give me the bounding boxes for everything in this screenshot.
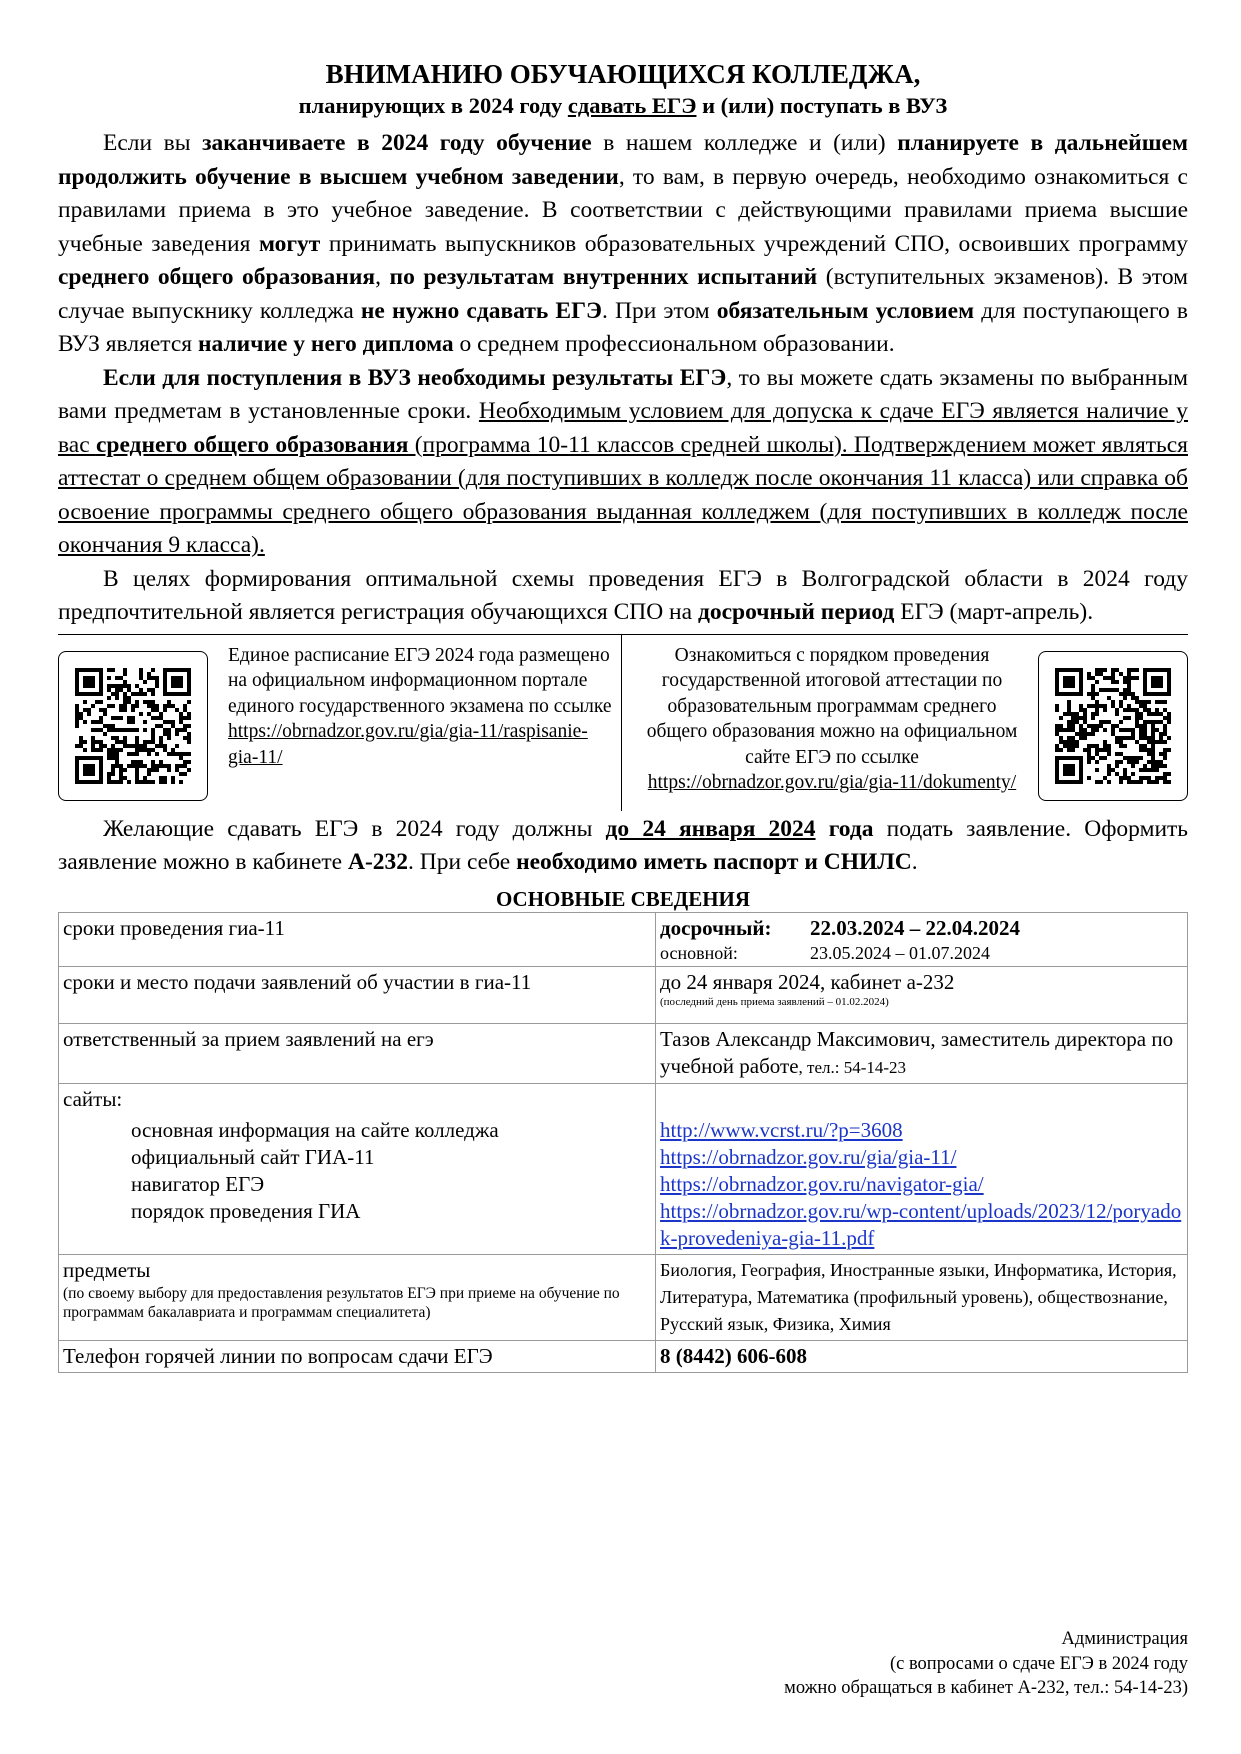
early-period (660, 915, 1183, 942)
navigator-link[interactable]: https://obrnadzor.gov.ru/navigator-gia/ (660, 1171, 984, 1196)
document-title: ВНИМАНИЮ ОБУЧАЮЩИХСЯ КОЛЛЕДЖА, (325, 59, 921, 89)
row-key: сроки и место подачи заявлений об участии в гиа-11 (59, 966, 656, 1023)
qr-cell-schedule (58, 635, 622, 811)
row-value (656, 1023, 1188, 1083)
text: Желающие сдавать ЕГЭ в 2024 году должны (103, 815, 606, 842)
subjects-label: предметы (63, 1257, 151, 1282)
bold-text: по результатам внутренних испытаний (389, 264, 818, 290)
text: Если вы (103, 130, 203, 156)
text: , то вы можете сдать экзамены по выбранным вами предметам в установленные сроки. (58, 364, 1188, 424)
subtitle-underlined: сдавать ЕГЭ (567, 93, 697, 118)
footer-line: можно обращаться в кабинет А-232, тел.: 54-14-23) (784, 1678, 1188, 1698)
paragraph-4 (58, 813, 1188, 880)
text: Ознакомиться с порядком проведения государственной итоговой аттестации по образовательным программам среднего общего образования можно на официальном сайте ЕГЭ по ссылке (646, 644, 1018, 768)
table-row (59, 1083, 1188, 1254)
qr-code-icon[interactable] (58, 651, 208, 801)
text: . При этом (602, 297, 717, 324)
paragraph-3 (58, 563, 1188, 630)
info-table (58, 912, 1188, 1373)
text: для поступающего в ВУЗ является (58, 297, 1188, 357)
site-description: основная информация на сайте колледжа (131, 1117, 499, 1142)
table-row (59, 912, 1188, 966)
footer-signature (784, 1627, 1188, 1701)
text: ЕГЭ (март-апрель). (894, 599, 1094, 625)
text: принимать выпускников образовательных учреждений СПО, освоивших программу (320, 230, 1188, 257)
row-key (59, 1083, 656, 1254)
row-value: 8 (8442) 606-608 (656, 1340, 1188, 1372)
document-subtitle (58, 91, 1188, 121)
bold-text: необходимо иметь паспорт и СНИЛС (516, 849, 912, 875)
qr-code-icon[interactable] (1038, 651, 1188, 801)
row-key (59, 1254, 656, 1340)
subtitle-part: и (или) поступать в ВУЗ (696, 93, 948, 118)
qr-schedule-text (228, 643, 618, 771)
bold-text: досрочный период (697, 599, 895, 625)
row-key: Телефон горячей линии по вопросам сдачи ЕГЭ (59, 1340, 656, 1372)
subtitle-part: планирующих в 2024 году (298, 93, 568, 118)
row-value (656, 966, 1188, 1023)
table-row (59, 1254, 1188, 1340)
gia-site-link[interactable]: https://obrnadzor.gov.ru/gia/gia-11/ (660, 1144, 957, 1169)
main-period (660, 942, 1183, 964)
text: . (911, 849, 918, 875)
site-description: навигатор ЕГЭ (131, 1171, 265, 1196)
period-dates: 23.05.2024 – 01.07.2024 (810, 942, 990, 963)
row-value (656, 912, 1188, 966)
table-row (59, 966, 1188, 1023)
bold-text: заканчиваете в 2024 году обучение (202, 130, 592, 156)
bold-text: планируете в дальнейшем продолжить обучение в высшем учебном заведении (58, 130, 1188, 190)
deadline-date: до 24 января 2024 (605, 815, 816, 842)
info-table-heading: ОСНОВНЫЕ СВЕДЕНИЯ (495, 886, 751, 911)
row-key: сроки проведения гиа-11 (59, 912, 656, 966)
qr-info-box (58, 634, 1188, 811)
bold-text: не нужно сдавать ЕГЭ (360, 297, 602, 324)
underlined-text: Необходимым условием для допуска к сдаче ЕГЭ является наличие у вас (58, 398, 1188, 458)
bold-text: наличие у него диплома (197, 331, 454, 357)
qr-cell-procedure (622, 635, 1188, 811)
row-key: ответственный за прием заявлений на егэ (59, 1023, 656, 1083)
procedure-link[interactable]: https://obrnadzor.gov.ru/gia/gia-11/dokumenty/ (647, 772, 1017, 793)
text: . При себе (408, 849, 517, 875)
text: подать заявление. Оформить заявление можно в кабинете (58, 815, 1189, 875)
application-note: (последний день приема заявлений – 01.02.2024) (660, 995, 889, 1008)
paragraph-1 (58, 127, 1188, 362)
text: (вступительных экзаменов). В этом случае выпускнику колледжа (58, 264, 1189, 324)
sites-label: сайты: (63, 1086, 123, 1111)
footer-line: Администрация (1061, 1629, 1188, 1649)
subjects-note: (по своему выбору для предоставления результатов ЕГЭ при приеме на обучение по программам бакалавриата и программам специалитета) (63, 1284, 620, 1321)
period-label: основной: (660, 942, 738, 963)
row-value: Биология, География, Иностранные языки, Информатика, История, Литература, Математика (профильный уровень), обществознание, Русский язык, Физика, Химия (656, 1254, 1188, 1340)
qr-procedure-text (646, 643, 1018, 796)
underlined-text: (программа 10-11 классов средней школы). Подтверждением может являться аттестат о среднем общем образовании (для поступивших в колледж после окончания 11 класса) или справка об освоение программы среднего общего образования выданная колледжем (для поступивших в колледж после окончания 9 класса). (58, 431, 1188, 558)
period-dates: 22.03.2024 – 22.04.2024 (810, 915, 1020, 940)
period-label: досрочный: (660, 915, 772, 940)
text: , то вам, в первую очередь, необходимо ознакомиться с правилами приема в это учебное заведение. В соответствии с действующими правилами приема высшие учебные заведения (58, 163, 1188, 257)
footer-line: (с вопросами о сдаче ЕГЭ в 2024 году (889, 1653, 1188, 1674)
text: Единое расписание ЕГЭ 2024 года размещено на официальном информационном портале единого государственного экзамена по ссылке (228, 644, 612, 717)
bold-text: года (815, 815, 874, 842)
bold-text: обязательным условием (716, 297, 975, 324)
responsible-phone: , тел.: 54-14-23 (798, 1057, 907, 1077)
text: , (375, 264, 390, 290)
responsible-person: Тазов Александр Максимович, заместитель директора по учебной работе (660, 1026, 1174, 1078)
bold-text: могут (258, 230, 321, 257)
application-deadline: до 24 января 2024, кабинет а-232 (660, 969, 955, 994)
site-description: порядок проведения ГИА (131, 1198, 361, 1223)
room-number: А-232 (347, 849, 409, 875)
bold-text: среднего общего образования (58, 264, 376, 290)
college-site-link[interactable]: http://www.vcrst.ru/?p=3608 (660, 1117, 903, 1142)
text: о среднем профессиональном образовании. (453, 331, 895, 357)
row-value (656, 1083, 1188, 1254)
text: В целях формирования оптимальной схемы проведения ЕГЭ в Волгоградской области в 2024 году предпочтительной является регистрация обучающихся СПО на (58, 565, 1188, 625)
paragraph-2 (58, 362, 1188, 563)
text: в нашем колледже и (или) (591, 130, 898, 156)
procedure-doc-link[interactable]: https://obrnadzor.gov.ru/wp-content/uploads/2023/12/poryadok-provedeniya-gia-11.pdf (660, 1198, 1182, 1250)
table-row (59, 1340, 1188, 1372)
document-page (58, 58, 1188, 1373)
site-description: официальный сайт ГИА-11 (131, 1144, 375, 1169)
table-row (59, 1023, 1188, 1083)
schedule-link[interactable]: https://obrnadzor.gov.ru/gia/gia-11/raspisanie-gia-11/ (228, 721, 588, 768)
bold-underlined-text: среднего общего образования (95, 431, 409, 458)
bold-text: Если для поступления в ВУЗ необходимы результаты ЕГЭ (103, 364, 727, 391)
